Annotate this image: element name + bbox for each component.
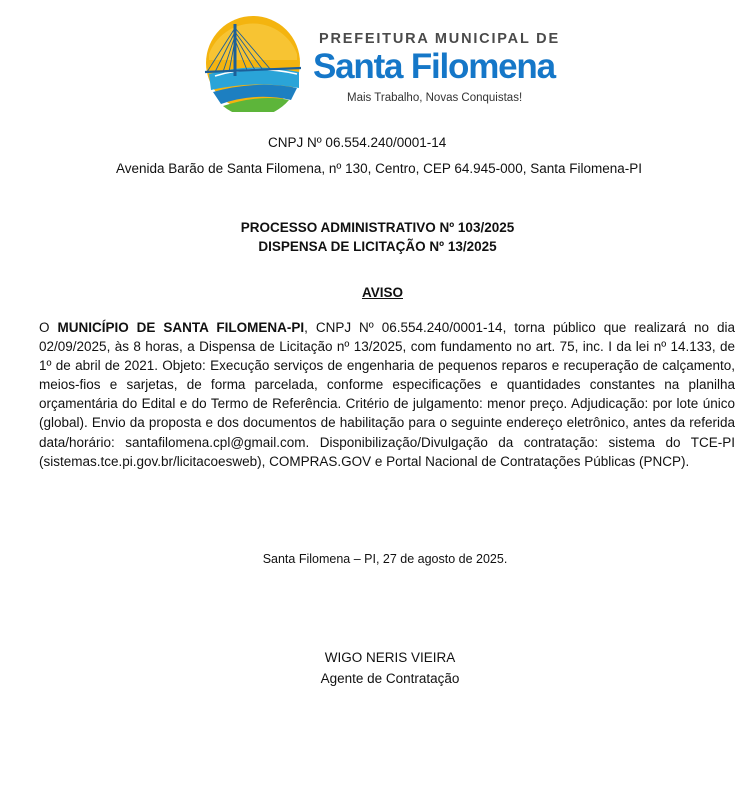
notice-heading: AVISO [361, 285, 403, 300]
dispensa-number-heading: DISPENSA DE LICITAÇÃO Nº 13/2025 [258, 239, 497, 254]
notice-body [39, 318, 735, 471]
signing-date: Santa Filomena – PI, 27 de agosto de 2025. [262, 552, 508, 566]
prefeitura-logo [201, 14, 581, 114]
signer-role: Agente de Contratação [320, 671, 460, 686]
header-address: Avenida Barão de Santa Filomena, nº 130, Centro, CEP 64.945-000, Santa Filomena-PI [116, 161, 643, 176]
header-cnpj: CNPJ Nº 06.554.240/0001-14 [268, 135, 447, 150]
signer-name: WIGO NERIS VIEIRA [324, 650, 456, 665]
logo-municipality-name: Santa Filomena [313, 47, 555, 86]
bridge-emblem-icon [201, 14, 305, 112]
logo-slogan: Mais Trabalho, Novas Conquistas! [347, 92, 523, 104]
body-content: , CNPJ Nº 06.554.240/0001-14, torna público que realizará no dia 02/09/2025, às 8 horas, a Dispensa de Licitação nº 13/2025, com fundamento no art. 75, inc. I da lei nº 14.133, de 1º de abril de 2021. Objeto: Execução serviços de engenharia de pequenos reparos e recuperação de calçamento, meios-fios e sarjetas, de forma parcelada, conforme especificações e quantidades constantes na planilha orçamentária do Edital e do Termo de Referência. Critério de julgamento: menor preço. Adjudicação: por lote único (global). Envio da proposta e dos documentos de habilitação para o seguinte endereço eletrônico, antes da referida data/horário: santafilomena.cpl@gmail.com. Disponibilização/Divulgação da contratação: sistema do TCE-PI (sistemas.tce.pi.gov.br/licitacoesweb), COMPRAS.GOV e Portal Nacional de Contratações Públicas (PNCP). [39, 320, 735, 469]
body-municipio: MUNICÍPIO DE SANTA FILOMENA-PI [57, 320, 305, 335]
logo-prefeitura-text: PREFEITURA MUNICIPAL DE [319, 31, 560, 47]
body-prefix: O [39, 320, 58, 335]
process-number-heading: PROCESSO ADMINISTRATIVO Nº 103/2025 [240, 220, 515, 235]
